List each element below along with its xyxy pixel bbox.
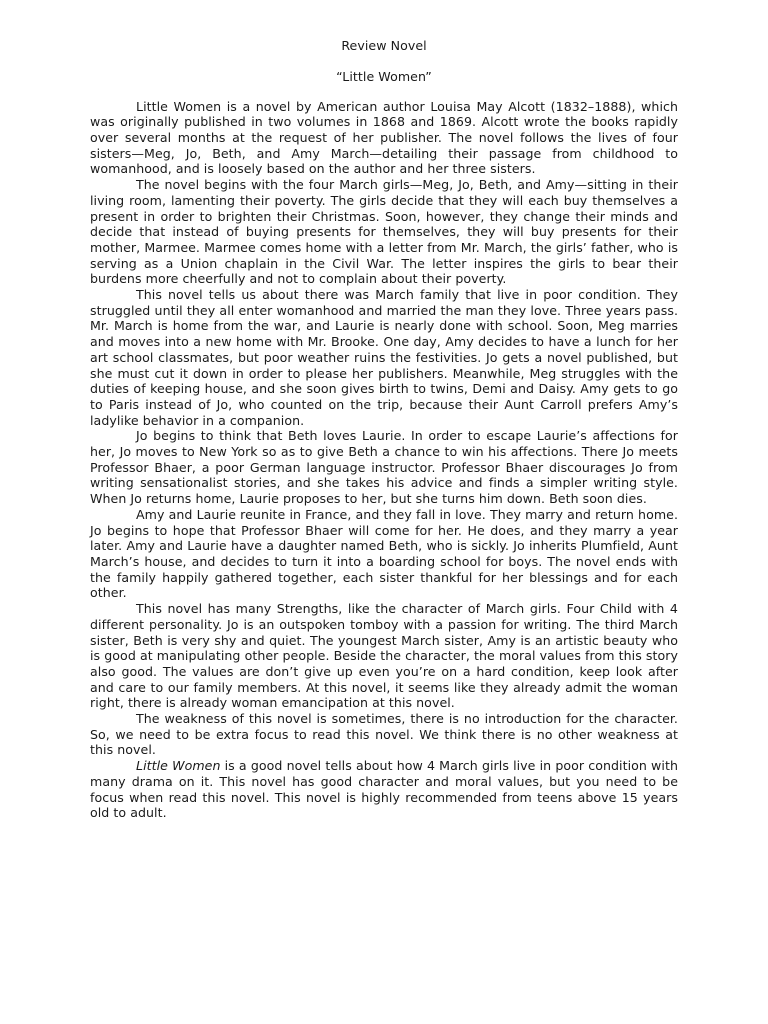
paragraph-weakness bbox=[90, 711, 678, 758]
document-page bbox=[90, 38, 678, 821]
paragraph-text: Little Women is a novel by American author Louisa May Alcott (1832–1888), which was originally published in two volumes in 1868 and 1869. Alcott wrote the books rapidly over several months at the request of her publisher. The novel follows the lives of four sisters—Meg, Jo, Beth, and Amy March—detailing their passage from childhood to womanhood, and is loosely based on the author and her three sisters. bbox=[90, 98, 678, 177]
paragraph-conclusion bbox=[90, 758, 678, 821]
paragraph-introduction bbox=[90, 99, 678, 178]
paragraph-text: Amy and Laurie reunite in France, and they fall in love. They marry and return home. Jo begins to hope that Professor Bhaer will come for her. He does, and they marry a year later. Amy and Laurie have a daughter named Beth, who is sickly. Jo inherits Plumfield, Aunt March’s house, and decides to turn it into a boarding school for boys. The novel ends with the family happily gathered together, each sister thankful for her blessings and for each other. bbox=[90, 506, 678, 601]
paragraph-strengths bbox=[90, 601, 678, 711]
paragraph-ending bbox=[90, 507, 678, 601]
paragraph-text: The novel begins with the four March girls—Meg, Jo, Beth, and Amy—sitting in their living room, lamenting their poverty. The girls decide that they will each buy themselves a present in order to brighten their Christmas. Soon, however, they change their minds and decide that instead of buying presents for themselves, they will buy presents for their mother, Marmee. Marmee comes home with a letter from Mr. March, the girls’ father, who is serving as a Union chaplain in the Civil War. The letter inspires the girls to bear their burdens more cheerfully and not to complain about their poverty. bbox=[90, 177, 678, 287]
paragraph-text: Jo begins to think that Beth loves Laurie. In order to escape Laurie’s affections for her, Jo moves to New York so as to give Beth a chance to win his affections. There Jo meets Professor Bhaer, a poor German language instructor. Professor Bhaer discourages Jo from writing sensationalist stories, and she takes his advice and finds a simpler writing style. When Jo returns home, Laurie proposes to her, but she turns him down. Beth soon dies. bbox=[90, 428, 678, 507]
book-title-italic: Little Women bbox=[136, 758, 221, 774]
paragraph-summary bbox=[90, 287, 678, 428]
document-subtitle: “Little Women” bbox=[336, 69, 432, 85]
paragraph-jo-new-york bbox=[90, 428, 678, 507]
document-title: Review Novel bbox=[341, 38, 427, 53]
paragraph-opening-plot bbox=[90, 177, 678, 287]
paragraph-text: This novel has many Strengths, like the character of March girls. Four Child with 4 different personality. Jo is an outspoken tomboy with a passion for writing. The third March sister, Beth is very shy and quiet. The youngest March sister, Amy is an artistic beauty who is good at manipulating other people. Beside the character, the moral values from this story also good. The values are don’t give up even you’re on a hard condition, keep look after and care to our family members. At this novel, it seems like they already admit the woman right, there is already woman emancipation at this novel. bbox=[90, 601, 678, 711]
paragraph-text: This novel tells us about there was March family that live in poor condition. They struggled until they all enter womanhood and married the man they love. Three years pass. Mr. March is home from the war, and Laurie is nearly done with school. Soon, Meg marries and moves into a new home with Mr. Brooke. One day, Amy decides to have a lunch for her art school classmates, but poor weather ruins the festivities. Jo gets a novel published, but she must cut it down in order to please her publishers. Meanwhile, Meg struggles with the duties of keeping house, and she soon gives birth to twins, Demi and Daisy. Amy gets to go to Paris instead of Jo, who counted on the trip, because their Aunt Carroll prefers Amy’s ladylike behavior in a companion. bbox=[90, 287, 678, 428]
paragraph-text: is a good novel tells about how 4 March girls live in poor condition with many drama on it. This novel has good character and moral values, but you need to be focus when read this novel. This novel is highly recommended from teens above 15 years old to adult. bbox=[90, 758, 678, 821]
paragraph-text: The weakness of this novel is sometimes, there is no introduction for the character. So, we need to be extra focus to read this novel. We think there is no other weakness at this novel. bbox=[90, 711, 678, 758]
